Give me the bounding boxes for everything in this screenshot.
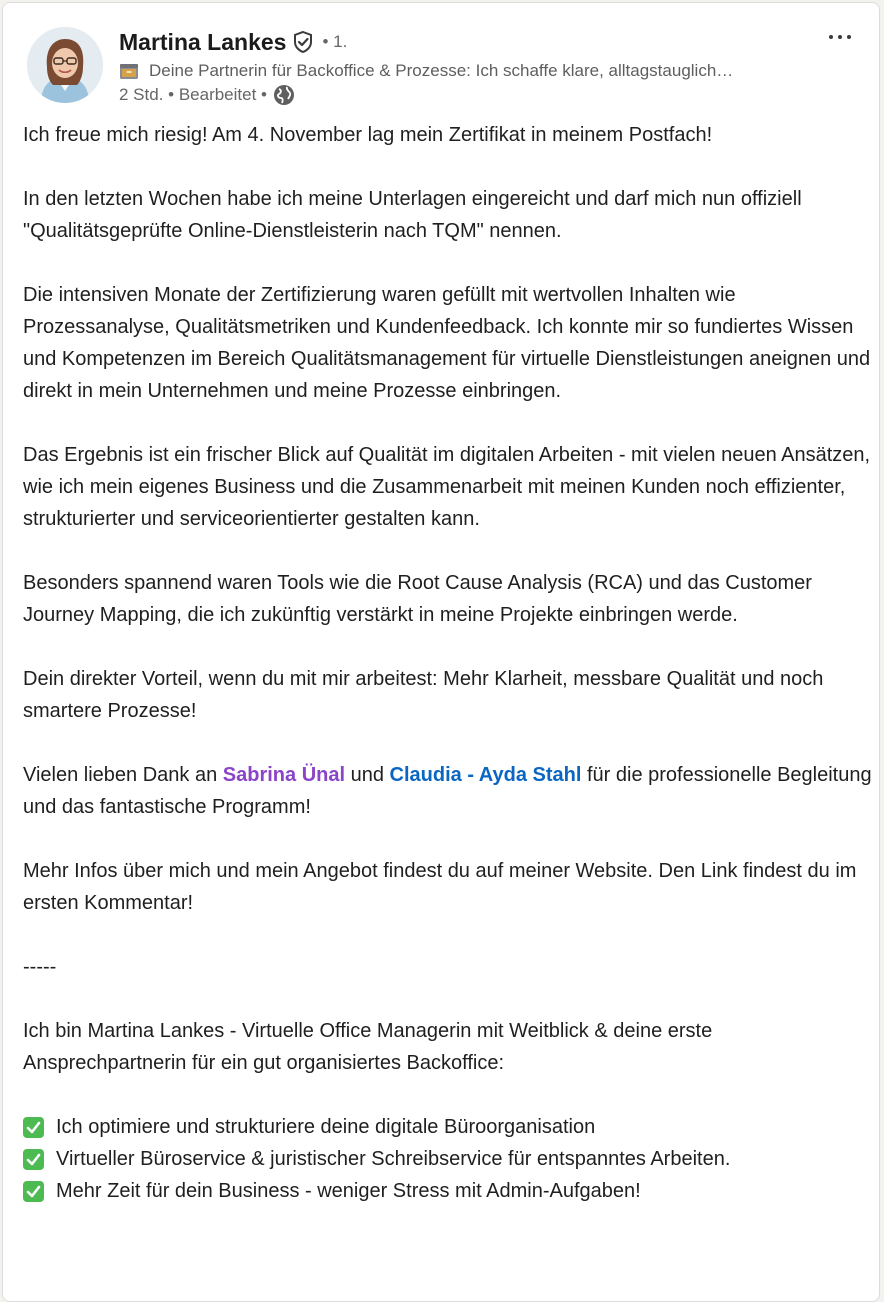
post-card [2,2,880,1302]
thanks-paragraph [23,759,873,823]
author-headline-row [119,59,809,83]
checklist [23,1111,873,1207]
check-mark-button-emoji-icon [23,1117,44,1138]
file-folder-emoji-icon [119,62,139,80]
mention-link[interactable]: Claudia - Ayda Stahl [389,764,582,786]
author-name-row [119,27,347,57]
verified-shield-icon[interactable] [292,30,314,54]
post-timestamp: 2 Std. • Bearbeitet • [119,85,267,104]
author-photo-icon [27,27,103,103]
post-paragraph: In den letzten Wochen habe ich meine Unterlagen eingereicht und darf mich nun offiziell "Qualitätsgeprüfte Online-Dienstleisterin nach TQM" nennen. [23,188,802,242]
globe-icon [273,84,295,106]
list-item-text: Virtueller Büroservice & juristischer Schreibservice für entspanntes Arbeiten. [56,1148,731,1170]
separator-line: ----- [23,956,57,978]
post-paragraph: Das Ergebnis ist ein frischer Blick auf Qualität im digitalen Arbeiten - mit vielen neuen Ansätzen, wie ich mein eigenes Business und die Zusammenarbeit mit meinen Kunden noch effizienter, strukturierter und serviceorientierter gestalten kann. [23,444,871,530]
author-avatar[interactable] [27,27,103,103]
intro-paragraph: Ich bin Martina Lankes - Virtuelle Office Managerin mit Weitblick & deine erste Ansprechpartnerin für ein gut organisiertes Backoffice: [23,1020,713,1074]
post-body [23,119,873,1207]
list-item [23,1111,873,1143]
connection-degree: • 1. [322,32,348,51]
post-meta-row [119,83,295,107]
thanks-text: und [345,764,390,786]
author-headline: Deine Partnerin für Backoffice & Prozesse: Ich schaffe klare, alltagstauglich… [149,61,734,80]
post-paragraph: Dein direkter Vorteil, wenn du mit mir arbeitest: Mehr Klarheit, messbare Qualität und noch smartere Prozesse! [23,668,824,722]
more-info-paragraph: Mehr Infos über mich und mein Angebot findest du auf meiner Website. Den Link findest du im ersten Kommentar! [23,860,857,914]
list-item-text: Mehr Zeit für dein Business - weniger Stress mit Admin-Aufgaben! [56,1180,641,1202]
list-item [23,1175,873,1207]
post-paragraph: Die intensiven Monate der Zertifizierung waren gefüllt mit wertvollen Inhalten wie Prozessanalyse, Qualitätsmetriken und Kundenfeedback. Ich konnte mir so fundiertes Wissen und Kompetenzen im Bereich Qualitätsmanagement für virtuelle Dienstleistungen aneignen und direkt in mein Unternehmen und meine Prozesse einbringen. [23,284,871,402]
thanks-text: Vielen lieben Dank an [23,764,223,786]
post-paragraph: Besonders spannend waren Tools wie die Root Cause Analysis (RCA) und das Customer Journey Mapping, die ich zukünftig verstärkt in meine Projekte einbringen werde. [23,572,812,626]
list-item-text: Ich optimiere und strukturiere deine digitale Büroorganisation [56,1116,596,1138]
check-mark-button-emoji-icon [23,1149,44,1170]
check-mark-button-emoji-icon [23,1181,44,1202]
post-paragraph: Ich freue mich riesig! Am 4. November lag mein Zertifikat in meinem Postfach! [23,124,713,146]
mention-link[interactable]: Sabrina Ünal [222,764,346,786]
list-item [23,1143,873,1175]
author-name[interactable]: Martina Lankes [119,28,287,55]
thanks-text: für die professionelle Begleitung und das fantastische Programm! [23,764,872,818]
more-options-icon[interactable] [823,25,857,49]
